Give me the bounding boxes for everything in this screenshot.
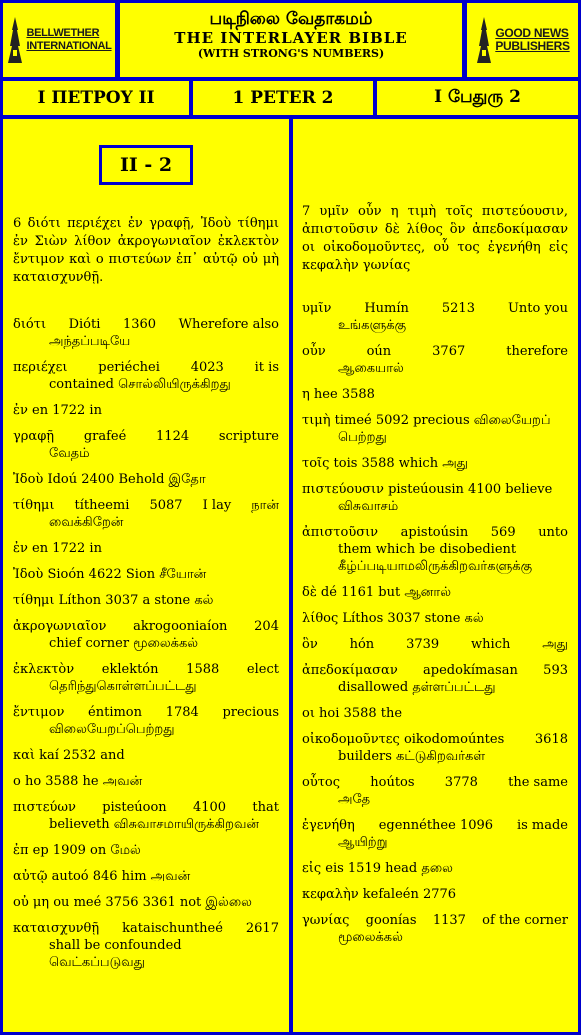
good-news-logo: GOOD NEWS PUBLISHERS bbox=[467, 3, 578, 77]
entry-line bbox=[302, 731, 568, 748]
entry-continuation: மூலைக்கல் bbox=[338, 930, 403, 945]
entry-line bbox=[302, 912, 568, 929]
entry-token: Unto you bbox=[507, 301, 568, 316]
entry-line bbox=[13, 661, 279, 678]
entry-line bbox=[302, 662, 568, 679]
entry-line bbox=[13, 747, 279, 764]
left-word-entry bbox=[13, 566, 279, 583]
entry-token: ἐκλεκτὸν bbox=[13, 662, 75, 677]
book-greek: Ι ΠΕΤΡΟΥ ΙΙ bbox=[3, 81, 189, 115]
entry-token: 4023 bbox=[190, 360, 224, 375]
entry-token: ἔντιμον bbox=[13, 705, 65, 720]
entry-line bbox=[13, 799, 279, 816]
entry-token: ἐπ ep 1909 on மேல் bbox=[13, 843, 141, 858]
title-block bbox=[120, 3, 462, 77]
left-word-entry bbox=[13, 618, 279, 652]
entry-line bbox=[13, 316, 279, 333]
entry-continuation: builders கட்டுகிறவர்கள் bbox=[338, 749, 486, 764]
entry-token: scripture bbox=[218, 429, 279, 444]
entry-token: υμῖν bbox=[302, 301, 332, 316]
entry-line bbox=[302, 343, 568, 360]
right-word-entry bbox=[302, 886, 568, 903]
right-word-entry bbox=[302, 524, 568, 575]
entry-token: éntimon bbox=[88, 705, 143, 720]
entry-continuation: உங்களுக்கு bbox=[338, 318, 407, 333]
entry-token: 5087 bbox=[149, 498, 183, 513]
entry-token: ο ho 3588 he அவன் bbox=[13, 774, 143, 789]
left-word-entry bbox=[13, 868, 279, 885]
entry-token: elect bbox=[246, 662, 279, 677]
entry-token: καὶ kaí 2532 and bbox=[13, 748, 125, 763]
entry-token: οὗτος bbox=[302, 775, 341, 790]
entry-token: apedokímasan bbox=[423, 663, 518, 678]
entry-token: 4100 bbox=[192, 800, 227, 815]
entry-line bbox=[302, 886, 568, 903]
right-entry-list bbox=[302, 300, 568, 955]
entry-continuation: வைக்கிறேன் bbox=[49, 515, 124, 530]
entry-token: οἰκοδομοῦντες oikodomoúntes bbox=[302, 732, 505, 747]
right-word-entry bbox=[302, 343, 568, 377]
entry-line bbox=[302, 610, 568, 627]
entry-token: the same bbox=[508, 775, 568, 790]
entry-continuation: அந்தப்படியே bbox=[49, 334, 131, 349]
entry-continuation: them which be disobedient bbox=[338, 542, 517, 557]
verse-7-text: 7 υμῖν οὖν η τιμὴ τοῖς πιστεύουσιν, ἀπιστοῦσιν δὲ λίθος ὃν ἀπεδοκίμασαν οι οἰκοδομοῦντες, οὗ τος ἐγενήθη εἰς κεφαλὴν γωνίας bbox=[302, 204, 568, 273]
left-word-entry bbox=[13, 920, 279, 971]
entry-token: நான் bbox=[251, 498, 279, 513]
entry-line bbox=[13, 868, 279, 885]
entry-token: οι hoi 3588 the bbox=[302, 706, 403, 721]
entry-token: 3778 bbox=[444, 775, 478, 790]
entry-token: of the corner bbox=[482, 913, 568, 928]
entry-token: hón bbox=[349, 637, 375, 652]
entry-token: goonías bbox=[365, 913, 417, 928]
entry-continuation: contained சொல்லியிருக்கிறது bbox=[49, 377, 231, 392]
entry-token: Dióti bbox=[68, 317, 101, 332]
entry-token: kataischuntheé bbox=[122, 921, 223, 936]
entry-token: therefore bbox=[506, 344, 568, 359]
entry-line bbox=[13, 704, 279, 721]
entry-token: 5213 bbox=[441, 301, 475, 316]
right-word-entry bbox=[302, 731, 568, 765]
entry-token: 593 bbox=[543, 663, 568, 678]
entry-token: 1137 bbox=[432, 913, 466, 928]
entry-continuation: தெரிந்துகொள்ளப்பட்டது bbox=[49, 679, 197, 694]
entry-line bbox=[13, 566, 279, 583]
entry-token: Wherefore also bbox=[178, 317, 279, 332]
entry-token: 569 bbox=[490, 525, 516, 540]
entry-token: grafeé bbox=[83, 429, 127, 444]
right-word-entry bbox=[302, 705, 568, 722]
entry-token: which bbox=[471, 637, 511, 652]
entry-token: δὲ dé 1161 but ஆனால் bbox=[302, 585, 451, 600]
entry-continuation: வெட்கப்படுவது bbox=[49, 955, 145, 970]
book-tamil: I பேதுரு 2 bbox=[377, 81, 578, 115]
entry-line bbox=[13, 359, 279, 376]
right-word-entry bbox=[302, 636, 568, 653]
entry-line bbox=[13, 540, 279, 557]
entry-token: títheemi bbox=[74, 498, 130, 513]
entry-line bbox=[302, 860, 568, 877]
entry-line bbox=[13, 592, 279, 609]
chapter-box: II - 2 bbox=[99, 145, 193, 185]
left-word-entry bbox=[13, 471, 279, 488]
entry-line bbox=[13, 402, 279, 419]
right-word-entry bbox=[302, 860, 568, 877]
entry-token: 2617 bbox=[245, 921, 279, 936]
entry-token: ἀπιστοῦσιν bbox=[302, 525, 379, 540]
book-english: 1 PETER 2 bbox=[193, 81, 373, 115]
entry-line bbox=[13, 894, 279, 911]
entry-continuation: shall be confounded bbox=[49, 938, 182, 953]
entry-token: unto bbox=[538, 525, 568, 540]
entry-continuation: ஆயிற்று bbox=[338, 835, 388, 850]
right-word-entry bbox=[302, 455, 568, 472]
entry-continuation: விலையேறப்பெற்றது bbox=[49, 722, 175, 737]
tower-icon bbox=[475, 16, 493, 64]
entry-token: τοῖς tois 3588 which அது bbox=[302, 456, 468, 471]
left-word-entry bbox=[13, 894, 279, 911]
entry-token: 204 bbox=[254, 619, 279, 634]
entry-token: τίθημι Líthon 3037 a stone கல் bbox=[13, 593, 214, 608]
entry-token: 1784 bbox=[165, 705, 199, 720]
right-word-entry bbox=[302, 300, 568, 334]
entry-token: οὐ μη ou meé 3756 3361 not இல்லை bbox=[13, 895, 252, 910]
entry-line bbox=[302, 455, 568, 472]
entry-token: Humín bbox=[364, 301, 409, 316]
entry-token: ἐγενήθη bbox=[302, 818, 355, 833]
entry-token: ἐν en 1722 in bbox=[13, 541, 102, 556]
entry-continuation: chief corner மூலைக்கல் bbox=[49, 636, 199, 651]
entry-token: οὖν bbox=[302, 344, 326, 359]
left-word-entry bbox=[13, 799, 279, 833]
right-word-entry bbox=[302, 584, 568, 601]
left-word-entry bbox=[13, 592, 279, 609]
entry-line bbox=[302, 584, 568, 601]
entry-line bbox=[302, 774, 568, 791]
entry-token: Ἰδοὺ Idoú 2400 Behold இதோ bbox=[13, 472, 206, 487]
entry-token: apistoúsin bbox=[400, 525, 469, 540]
entry-token: oún bbox=[366, 344, 392, 359]
entry-token: 3739 bbox=[406, 637, 440, 652]
entry-token: 1124 bbox=[156, 429, 190, 444]
entry-token: αὐτῷ autoó 846 him அவன் bbox=[13, 869, 191, 884]
entry-token: περιέχει bbox=[13, 360, 68, 375]
entry-token: εἰς eis 1519 head தலை bbox=[302, 861, 453, 876]
entry-token: pisteúoon bbox=[102, 800, 167, 815]
entry-token: egennéthee 1096 bbox=[378, 818, 494, 833]
entry-token: that bbox=[252, 800, 279, 815]
verse-6-text: 6 διότι περιέχει ἐν γραφῇ, Ἰδοὺ τίθημι ἐν Σιὼν λίθον ἀκρογωνιαῖον ἐκλεκτὸν ἔντιμον καὶ ο πιστεύων ἐπ᾽ αὐτῷ οὐ μὴ καταισχυνθῇ. bbox=[13, 216, 279, 285]
entry-line bbox=[302, 636, 568, 653]
entry-token: I lay bbox=[202, 498, 232, 513]
entry-token: 1588 bbox=[186, 662, 220, 677]
right-word-entry bbox=[302, 386, 568, 403]
left-word-entry bbox=[13, 661, 279, 695]
entry-continuation: விசுவாசம் bbox=[338, 499, 399, 514]
entry-line bbox=[13, 471, 279, 488]
title-tamil: படிநிலை வேதாகமம் bbox=[209, 9, 373, 29]
entry-line bbox=[13, 497, 279, 514]
entry-token: ἀκρογωνιαῖον bbox=[13, 619, 107, 634]
entry-token: γραφῇ bbox=[13, 429, 55, 444]
entry-line bbox=[302, 300, 568, 317]
entry-line bbox=[302, 386, 568, 403]
entry-continuation: disallowed தள்ளப்பட்டது bbox=[338, 680, 496, 695]
subtitle: (WITH STRONG'S NUMBERS) bbox=[197, 47, 385, 60]
entry-token: πιστεύων bbox=[13, 800, 76, 815]
title-english: THE INTERLAYER BIBLE bbox=[174, 29, 408, 47]
entry-line bbox=[302, 481, 568, 498]
right-word-entry bbox=[302, 817, 568, 851]
entry-token: διότι bbox=[13, 317, 47, 332]
entry-token: γωνίας bbox=[302, 913, 350, 928]
entry-token: hoútos bbox=[370, 775, 415, 790]
right-word-entry bbox=[302, 481, 568, 515]
entry-token: κεφαλὴν kefaleén 2776 bbox=[302, 887, 457, 902]
entry-token: 3618 bbox=[534, 732, 568, 747]
entry-line bbox=[302, 817, 568, 834]
entry-token: η hee 3588 bbox=[302, 387, 375, 402]
entry-line bbox=[13, 920, 279, 937]
right-word-entry bbox=[302, 912, 568, 946]
left-word-entry bbox=[13, 316, 279, 350]
entry-token: அது bbox=[542, 637, 568, 652]
entry-continuation: பெற்றது bbox=[338, 430, 387, 445]
entry-token: Ἰδοὺ Sioón 4622 Sion சீயோன் bbox=[13, 567, 207, 582]
entry-continuation: ஆகையால் bbox=[338, 361, 404, 376]
entry-token: ὃν bbox=[302, 637, 318, 652]
entry-line bbox=[302, 412, 568, 429]
entry-token: λίθος Líthos 3037 stone கல் bbox=[302, 611, 484, 626]
entry-token: καταισχυνθῇ bbox=[13, 921, 100, 936]
entry-line bbox=[302, 705, 568, 722]
entry-token: eklektón bbox=[101, 662, 159, 677]
right-word-entry bbox=[302, 610, 568, 627]
left-word-entry bbox=[13, 747, 279, 764]
entry-line bbox=[302, 524, 568, 541]
entry-token: ἀπεδοκίμασαν bbox=[302, 663, 398, 678]
left-word-entry bbox=[13, 402, 279, 419]
entry-token: periéchei bbox=[98, 360, 160, 375]
entry-token: precious bbox=[222, 705, 279, 720]
left-word-entry bbox=[13, 773, 279, 790]
right-word-entry bbox=[302, 412, 568, 446]
entry-continuation: believeth விசுவாசமாயிருக்கிறவன் bbox=[49, 817, 259, 832]
left-word-entry bbox=[13, 842, 279, 859]
entry-continuation: அதே bbox=[338, 792, 371, 807]
entry-token: πιστεύουσιν pisteúousin 4100 believe bbox=[302, 482, 553, 497]
left-entry-list bbox=[13, 316, 279, 980]
entry-line bbox=[13, 773, 279, 790]
entry-line bbox=[13, 618, 279, 635]
left-word-entry bbox=[13, 704, 279, 738]
entry-token: ἐν en 1722 in bbox=[13, 403, 102, 418]
bellwether-logo: BELLWETHER INTERNATIONAL bbox=[3, 3, 115, 77]
right-word-entry bbox=[302, 662, 568, 696]
right-word-entry bbox=[302, 774, 568, 808]
entry-token: τίθημι bbox=[13, 498, 55, 513]
entry-token: it is bbox=[254, 360, 279, 375]
entry-token: akrogooniaíon bbox=[133, 619, 228, 634]
left-word-entry bbox=[13, 428, 279, 462]
entry-token: τιμὴ timeé 5092 precious விலையேறப் bbox=[302, 413, 551, 428]
left-word-entry bbox=[13, 359, 279, 393]
entry-line bbox=[13, 842, 279, 859]
entry-token: 1360 bbox=[122, 317, 157, 332]
left-word-entry bbox=[13, 540, 279, 557]
entry-token: 3767 bbox=[432, 344, 466, 359]
entry-continuation: வேதம் bbox=[49, 446, 90, 461]
entry-line bbox=[13, 428, 279, 445]
tower-icon bbox=[6, 16, 24, 64]
entry-token: is made bbox=[516, 818, 568, 833]
entry-continuation: கீழ்ப்படியாமலிருக்கிறவர்களுக்கு bbox=[338, 559, 533, 574]
left-word-entry bbox=[13, 497, 279, 531]
